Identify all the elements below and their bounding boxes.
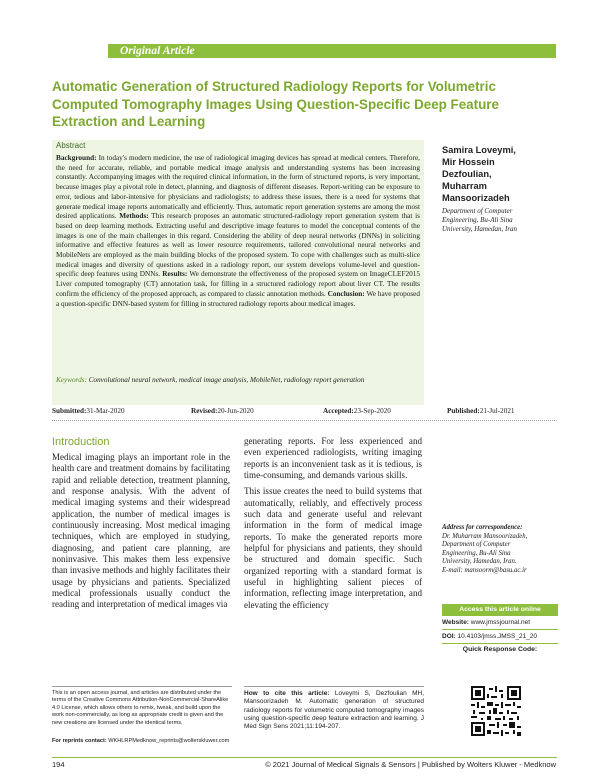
revised-value: 20-Jun-2020 xyxy=(217,407,254,415)
intro-paragraph: generating reports. For less experienced and even experienced radiologists, writing imaging reports is an inconvenient task as it is tedious, is time-consuming, and demands various skills. xyxy=(244,436,422,481)
article-title: Automatic Generation of Structured Radiology Reports for Volumetric Computed Tomography Images Using Question-Specific Deep Feature Extraction and Learning xyxy=(52,79,499,129)
conclusion-label: Conclusion: xyxy=(327,289,365,298)
abstract-heading: Abstract xyxy=(56,141,86,150)
affiliation-line: Department of Computer xyxy=(442,207,513,215)
license-divider xyxy=(52,686,232,687)
results-text: We demonstrate the effectiveness of the proposed system on ImageCLEF2015 Liver computed tomography (CT) annotation task, for filling in a structured radiology report about liver CT. The results confirm the efficiency of the proposed approach, as compared to classic annotation methods. xyxy=(56,270,420,298)
doi-row xyxy=(442,630,558,644)
article-type-bar xyxy=(108,44,556,58)
background-text: In today's modern medicine, the use of radiological imaging devices has spread at medical centers. Therefore, the need for accurate, reliable, and portable medical image analysis and understanding systems has been increasing constantly. Accompanying images with the required clinical information, in the form of structured reports, is very important, because images play a pivotal role in detect, planning, and diagnosis of different diseases. Report-writing can be exposure to error, tedious and labor-intensive for physicians and radiologists; to address these issues, there is a need for systems that generate medical image reports automatically and efficiently. Thus, automatic report generation systems are among the most desired applications. xyxy=(56,154,420,221)
author-line: Mir Hossein xyxy=(442,157,495,167)
reprints-email[interactable]: WKHLRPMedknow_reprints@wolterskluwer.com xyxy=(106,738,230,744)
submitted-value: 31-Mar-2020 xyxy=(86,407,125,415)
methods-label: Methods: xyxy=(119,212,149,221)
published-date xyxy=(447,407,515,415)
website-link[interactable]: www.jmssjournal.net xyxy=(468,619,531,626)
keywords xyxy=(56,376,420,386)
correspondence-line: Dr. Muharram Mansoorizadeh, xyxy=(442,532,528,540)
doi-label: DOI: xyxy=(442,633,456,640)
affiliation-line: Engineering, Bu-Ali Sina xyxy=(442,216,513,224)
correspondence-label: Address for correspondence: xyxy=(442,524,523,531)
access-box xyxy=(442,604,558,653)
author-line: Muharram xyxy=(442,181,487,191)
qr-code-icon[interactable] xyxy=(471,686,521,736)
affiliation-line: University, Hamedan, Iran xyxy=(442,225,518,233)
article-type-label: Original Article xyxy=(120,45,195,57)
footer-divider xyxy=(52,757,557,758)
author-list xyxy=(442,144,560,204)
intro-column-1: Medical imaging plays an important role in the health care and treatment domains by facilitating rapid and reliable detection, treatment planning, and response analysis. With the advent of medical imaging systems and their widespread application, the number of medical images is continuously increasing. Most medical imaging techniques, which are employed in studying, diagnosing, and patient care planning, are noninvasive. This makes them less expensive than invasive methods and highly facilitates their usage by physicians and patients. Specialized medical professionals usually conduct the reading and interpretation of medical images via xyxy=(52,452,230,610)
abstract-text xyxy=(56,154,420,309)
keywords-label: Keywords: xyxy=(56,376,87,384)
submitted-label: Submitted: xyxy=(52,407,87,415)
correspondence-line: Engineering, Bu-Ali Sina xyxy=(442,549,511,557)
correspondence-email[interactable]: E-mail: mansoorm@basu.ac.ir xyxy=(442,566,527,574)
published-value: 21-Jul-2021 xyxy=(479,407,515,415)
intro-column-2 xyxy=(244,436,422,616)
howto-label: How to cite this article: xyxy=(244,690,330,697)
how-to-cite xyxy=(244,690,424,731)
introduction-heading: Introduction xyxy=(52,436,110,448)
conclusion-text: We have proposed a question-specific DNN-based system for filling in structured radiology reports about medical images. xyxy=(56,289,420,308)
keywords-text: Convolutional neural network, medical image analysis, MobileNet, radiology report generation xyxy=(86,376,365,384)
correspondence-line: Department of Computer xyxy=(442,541,511,549)
accepted-value: 23-Sep-2020 xyxy=(353,407,391,415)
howto-divider xyxy=(244,686,424,687)
submitted-date xyxy=(52,407,125,415)
website-label: Website: xyxy=(442,619,469,626)
license-text: This is an open access journal, and articles are distributed under the terms of the Creative Commons Attribution-NonCommercial-ShareAlike 4.0 License, which allows others to remix, tweak, and build upon the work non-commercially, as long as appropriate credit is given and the new creations are licensed under the identical terms. xyxy=(52,690,229,726)
published-label: Published: xyxy=(447,407,480,415)
accepted-label: Accepted: xyxy=(323,407,354,415)
author-line: Mansoorizadeh xyxy=(442,193,510,203)
author-line: Dezfoulian, xyxy=(442,169,492,179)
accepted-date xyxy=(323,407,391,415)
reprints-label: For reprints contact: xyxy=(52,738,107,744)
methods-text: This research proposes an automatic structured-radiology report generation system that is based on deep learning methods. Extracting useful and descriptive image features to model the conceptual contents of the images is one of the main challenges in this regard. Considering the ability of deep neural networks (DNNs) in soliciting informative and effective features as well as lower resource requirements, tailored convolutional neural networks and MobileNets are employed as the main building blocks of the proposed system. To cope with challenges such as multi-slice medical images and diversity of questions asked in a radiology report, our system develops volume-level and question-specific deep features using DNNs. xyxy=(56,212,420,279)
website-row xyxy=(442,616,558,630)
abstract-box xyxy=(52,140,424,405)
background-label: Background: xyxy=(56,154,97,162)
results-label: Results: xyxy=(162,270,188,279)
affiliation xyxy=(442,207,560,234)
qr-label: Quick Response Code: xyxy=(462,646,538,653)
doi-link[interactable]: 10.4103/jmss.JMSS_21_20 xyxy=(455,633,538,640)
page-number: 194 xyxy=(52,760,65,769)
howto-text: Loveymi S, Dezfoulian MH, Mansoorizadeh M. Automatic generation of structured radiology reports for volumetric computed tomography images using question-specific deep feature extraction and learning. J Med Sign Sens 2021;11:194-207. xyxy=(244,690,425,731)
author-line: Samira Loveymi, xyxy=(442,145,516,155)
footer-text: © 2021 Journal of Medical Signals & Sensors | Published by Wolters Kluwer - Medknow xyxy=(265,760,556,769)
intro-paragraph: This issue creates the need to build systems that automatically, reliably, and effectively process such data and generate useful and relevant information in the form of medical image reports. To make the generated reports more helpful for physicians and patients, they should be structured and domain specific. Such organized reporting with a standard format is useful in highlighting salient pieces of information, reflecting image interpretation, and elevating the efficiency xyxy=(244,486,422,610)
dates-divider xyxy=(52,420,557,421)
reprints-contact xyxy=(52,738,242,744)
revised-label: Revised: xyxy=(191,407,218,415)
revised-date xyxy=(191,407,254,415)
correspondence-block xyxy=(442,524,560,576)
access-heading: Access this article online xyxy=(442,604,558,616)
correspondence-line: University, Hamedan, Iran. xyxy=(442,558,517,566)
